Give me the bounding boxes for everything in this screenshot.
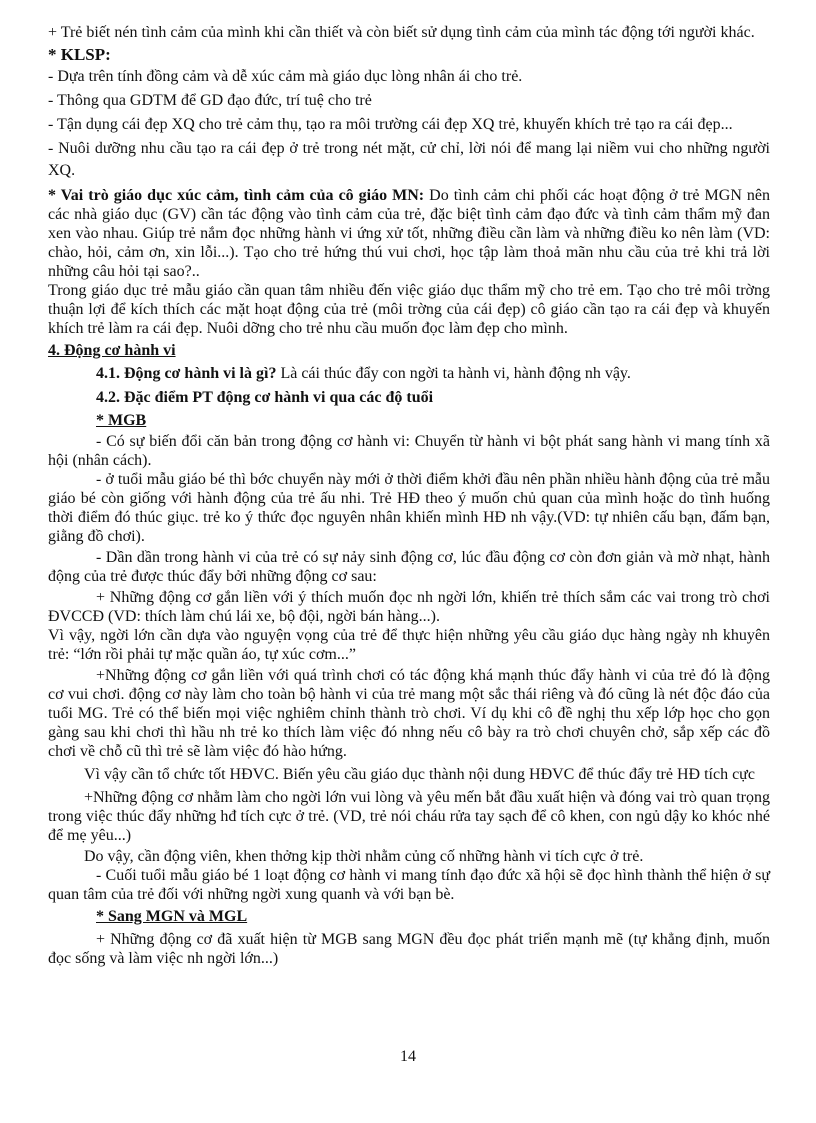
role-text: Do tình cảm chi phối các hoạt động ở trẻ MGN nên các nhà giáo dục (GV) cần tác động vào tình cảm của trẻ, đặc biệt tình cảm đạo đức và tình cảm thẩm mỹ đan xen vào nhau. Giúp trẻ nắm đọc những hành vi ứng xử tốt, những điều cần làm và những điều ko nên làm (VD: chào, hỏi, cảm ơn, xin lỗi...). Tạo cho trẻ hứng thú vui chơi, học tập làm thoả mãn nhu cầu của trẻ khi trả lời những câu hỏi tại sao?..: [48, 187, 770, 280]
mgb-paragraph-1: - Có sự biến đổi căn bản trong động cơ hành vi: Chuyển từ hành vi bột phát sang hành vi mang tính xã hội (nhân cách).: [48, 433, 770, 469]
klsp-item-2: - Thông qua GDTM để GD đạo đức, trí tuệ cho trẻ: [48, 92, 372, 109]
mgb-paragraph-4: + Những động cơ gắn liền với ý thích muốn đọc nh ngời lớn, khiến trẻ thích sắm các vai trong trò chơi ĐVCCĐ (VD: thích làm chú lái xe, bộ đội, ngời bán hàng...).: [48, 589, 770, 625]
paragraph-vi-vay: Vì vậy, ngời lớn cần dựa vào nguyện vọng của trẻ để thực hiện những yêu cầu giáo dục hàng ngày nh khuyên trẻ: “lớn rồi phải tự mặc quần áo, tự xúc cơm...”: [48, 627, 770, 663]
paragraph-please-adults: +Những động cơ nhằm làm cho ngời lớn vui lòng và yêu mến bắt đầu xuất hiện và đóng vai trò quan trọng trong việc thúc đẩy những hđ tích cực ở trẻ. (VD, trẻ nói cháu rửa tay sạch để cô khen, con ngủ dậy ko khóc nhé để mẹ yêu...): [48, 789, 770, 844]
mgb-paragraph-2: - ở tuổi mẫu giáo bé thì bớc chuyển này mới ở thời điểm khởi đầu nên phần nhiều hành động của trẻ mẫu giáo bé còn giống với hành động của trẻ ấu nhi. Trẻ HĐ theo ý muốn chủ quan của mình hoặc do tình huống thời điểm đó thúc giục. trẻ ko ý thức đọc nguyên nhân khiến mình HĐ nh vậy.(VD: tự nhiên cấu bạn, đấm bạn, giằng đồ chơi).: [48, 471, 770, 545]
paragraph-play-motive: +Những động cơ gắn liền với quá trình chơi có tác động khá mạnh thúc đẩy hành vi của trẻ đó là động cơ vui chơi. động cơ này làm cho toàn bộ hành vi của trẻ mang một sắc thái riêng và đó cũng là nét độc đáo của tuổi MG. Trẻ có thể biến mọi việc nghiêm chỉnh thành trò chơi. Ví dụ khi cô đề nghị thu xếp lớp học cho gọn gàng sau khi chơi thì hầu nh trẻ ko thích làm việc đó nhng nếu cô bày ra trò chơi chuyên chở, sắp xếp các đồ chơi về chỗ cũ thì trẻ sẽ làm việc đó hào hứng.: [48, 667, 770, 760]
section-4-1: [48, 362, 770, 386]
document-body: [48, 22, 770, 968]
section-4-1-text: Là cái thúc đẩy con ngời ta hành vi, hành động nh vậy.: [276, 365, 631, 382]
role-paragraph: [48, 186, 770, 281]
paragraph-organize: Vì vậy cần tổ chức tốt HĐVC. Biến yêu cầu giáo dục thành nội dung HĐVC để thúc đẩy trẻ HĐ tích cực: [84, 766, 755, 783]
klsp-item-4: - Nuôi dưỡng nhu cầu tạo ra cái đẹp ở trẻ trong nét mặt, cử chỉ, lời nói để mang lại niềm vui cho những người XQ.: [48, 140, 770, 179]
page-number: 14: [400, 1048, 416, 1065]
heading-klsp: * KLSP:: [48, 45, 111, 64]
aesthetic-paragraph: Trong giáo dục trẻ mẫu giáo cần quan tâm nhiều đến việc giáo dục thẩm mỹ cho trẻ em. Tạo cho trẻ môi trờng thuận lợi để kích thích các mặt hoạt động của trẻ (môi trờng của cái đẹp) cô giáo cần tạo ra cái đẹp và khuyến khích trẻ làm ra cái đẹp. Nuôi dỡng cho trẻ nhu cầu muốn đọc làm đẹp cho mình.: [48, 282, 770, 337]
klsp-item-1: - Dựa trên tính đồng cảm và dễ xúc cảm mà giáo dục lòng nhân ái cho trẻ.: [48, 68, 523, 85]
klsp-item-3: - Tận dụng cái đẹp XQ cho trẻ cảm thụ, tạo ra môi trường cái đẹp XQ trẻ, khuyến khích trẻ tạo ra cái đẹp...: [48, 116, 733, 133]
section-4-2-heading: 4.2. Đặc điểm PT động cơ hành vi qua các độ tuổi: [96, 389, 434, 406]
paragraph-encourage: Do vậy, cần động viên, khen thởng kịp thời nhằm củng cố những hành vi tích cực ở trẻ.: [84, 848, 644, 865]
section-4-heading: 4. Động cơ hành vi: [48, 342, 176, 359]
sang-heading: * Sang MGN và MGL: [96, 908, 248, 925]
role-heading: * Vai trò giáo dục xúc cảm, tình cảm của cô giáo MN:: [48, 187, 425, 204]
paragraph-sang: + Những động cơ đã xuất hiện từ MGB sang MGN đều đọc phát triển mạnh mẽ (tự khẳng định, muốn đọc sống và làm việc nh ngời lớn...): [48, 931, 770, 967]
paragraph-intro: + Trẻ biết nén tình cảm của mình khi cần thiết và còn biết sử dụng tình cảm của mình tác động tới người khác.: [48, 24, 755, 41]
section-4-1-heading: 4.1. Động cơ hành vi là gì?: [96, 365, 277, 382]
paragraph-end-mgb: - Cuối tuổi mẫu giáo bé 1 loạt động cơ hành vi mang tính đạo đức xã hội sẽ đọc hình thành thể hiện ở sự quan tâm của trẻ đối với những ngời xung quanh và với bạn bè.: [48, 867, 770, 903]
mgb-paragraph-3: - Dần dần trong hành vi của trẻ có sự nảy sinh động cơ, lúc đầu động cơ còn đơn giản và mờ nhạt, hành động của trẻ được thúc đẩy bởi những động cơ sau:: [48, 549, 770, 585]
mgb-heading: * MGB: [96, 412, 147, 429]
